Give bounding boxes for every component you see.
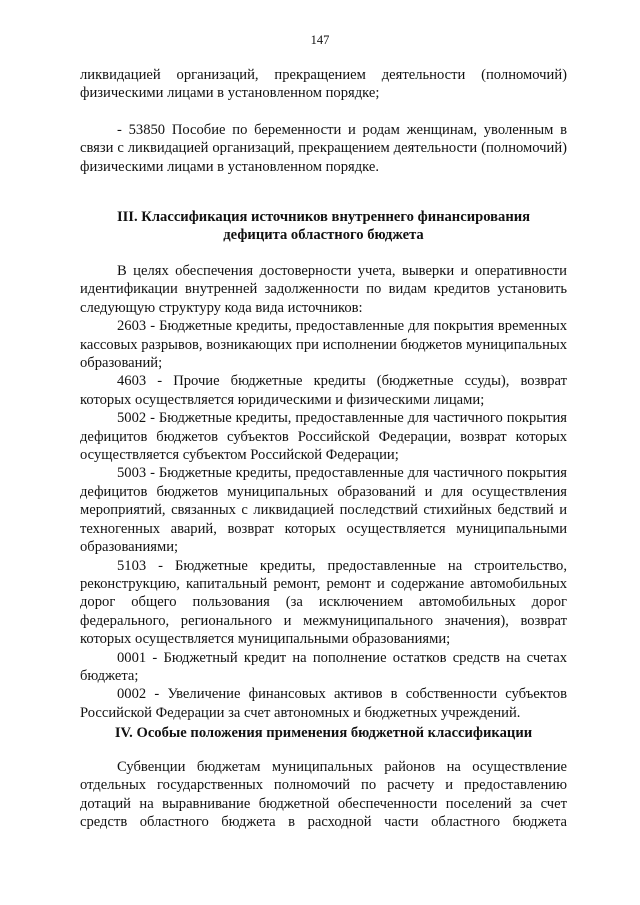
paragraph-continuation: ликвидацией организаций, прекращением деятельности (полномочий) физическими лицами в установленном порядке;: [80, 67, 567, 102]
section-3-heading-line1: III. Классификация источников внутреннего финансирования: [116, 209, 531, 225]
paragraph-subventions: Субвенции бюджетам муниципальных районов на осуществление отдельных государственных полномочий по расчету и предоставлению дотаций на выравнивание бюджетной обеспеченности поселений за счет средств областного бюджета в расходной части областного бюджета: [80, 759, 567, 831]
paragraph-code-2603: 2603 - Бюджетные кредиты, предоставленные для покрытия временных кассовых разрывов, возникающих при исполнении бюджетов муниципальных образований;: [80, 318, 567, 372]
paragraph-code-4603: 4603 - Прочие бюджетные кредиты (бюджетные ссуды), возврат которых осуществляется юридическими и физическими лицами;: [80, 373, 567, 408]
section-3-heading-line2: дефицита областного бюджета: [223, 227, 424, 244]
section-4-heading: IV. Особые положения применения бюджетной классификации: [114, 725, 533, 741]
paragraph-53850: - 53850 Пособие по беременности и родам женщинам, уволенным в связи с ликвидацией организаций, прекращением деятельности (полномочий) физическими лицами в установленном порядке.: [80, 121, 567, 175]
paragraph-code-0001: 0001 - Бюджетный кредит на пополнение остатков средств на счетах бюджета;: [80, 649, 567, 684]
section-4-body: [80, 758, 567, 832]
paragraph-intro: В целях обеспечения достоверности учета, выверки и оперативности идентификации внутренней задолженности по видам кредитов установить следующую структуру кода вида источников:: [80, 263, 567, 316]
section-3-body: [80, 262, 567, 722]
paragraph-code-5002: 5002 - Бюджетные кредиты, предоставленные для частичного покрытия дефицитов бюджетов субъектов Российской Федерации, возврат которых осуществляется субъектом Российской Федерации;: [80, 410, 567, 464]
paragraph-code-0002: 0002 - Увеличение финансовых активов в собственности субъектов Российской Федерации за счет автономных и бюджетных учреждений.: [80, 686, 567, 721]
paragraph-code-5103: 5103 - Бюджетные кредиты, предоставленные на строительство, реконструкцию, капитальный ремонт, ремонт и содержание автомобильных дорог общего пользования (за исключением автомобильных дорог федерального, регионального и межмуниципального значения), возврат которых осуществляется муниципальными образованиями;: [80, 557, 567, 648]
section-4: [80, 724, 567, 742]
section-3: [80, 208, 567, 245]
page-number: 147: [310, 33, 330, 47]
top-paragraphs: [80, 66, 567, 176]
paragraph-code-5003: 5003 - Бюджетные кредиты, предоставленные для частичного покрытия дефицитов бюджетов муниципальных образований и для осуществления мероприятий, связанных с ликвидацией последствий стихийных бедствий и техногенных аварий, возврат которых осуществляется муниципальными образованиями;: [80, 465, 567, 556]
